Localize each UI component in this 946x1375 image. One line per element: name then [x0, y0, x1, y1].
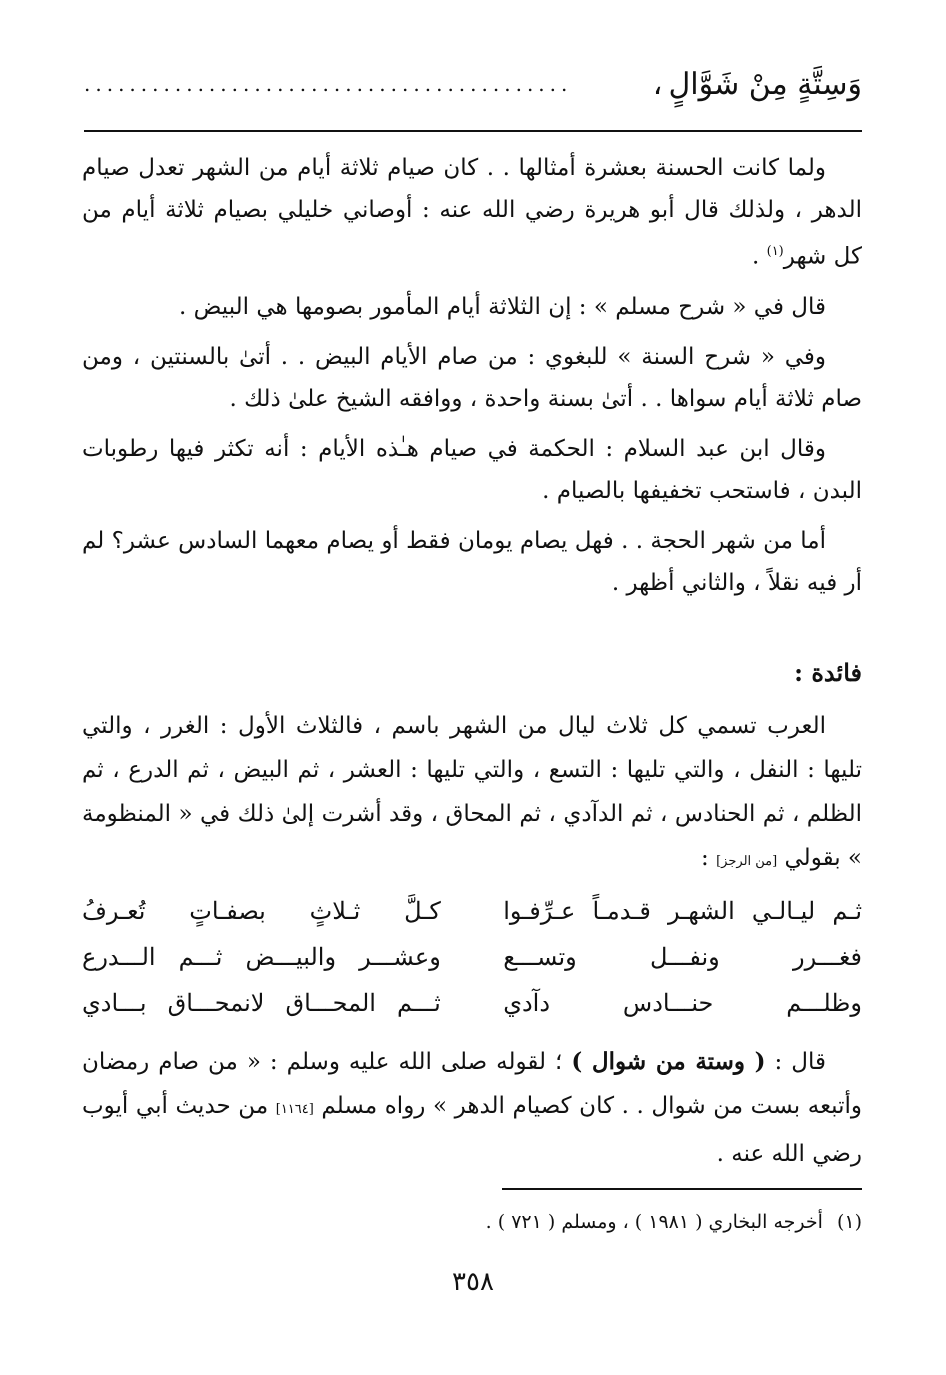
paragraph: أما من شهر الحجة . . فهل يصام يومان فقط أو يصام معهما السادس عشر؟ لم أر فيه نقلاً ، والثاني أظهر . — [82, 527, 862, 596]
verse-second-hemistich: كـلَّ ثـلاثٍ بصفـاتٍ تُعـرفُ — [82, 897, 441, 925]
paragraph: وقال ابن عبد السلام : الحكمة في صيام هـٰذه الأيام : أنه تكثر فيها رطوبات البدن ، فاستحب تخفيفها بالصيام . — [82, 435, 862, 504]
header-rule — [84, 130, 862, 132]
footnote-text: أخرجه البخاري ( ١٩٨١ ) ، ومسلم ( ٧٢١ ) . — [485, 1211, 823, 1233]
paragraph: العرب تسمي كل ثلاث ليال من الشهر باسم ، فالثلاث الأول : الغرر ، والتي تليها : النفل ، والتي تليها : التسع ، والتي تليها : العشر ، ثم البيض ، ثم الدرع ، ثم الظلم ، ثم الحنادس ، ثم الدآدي ، ثم المحاق ، وقد أشرت إلىٰ ذلك في « المنظومة » بقولي [من الرجز] : — [82, 713, 862, 871]
poem-verse — [82, 888, 862, 934]
meter-note: [من الرجز] — [716, 854, 778, 869]
verse-second-hemistich: وعشـــر والبيـــض ثـــم الـــدرع — [82, 943, 441, 971]
verse-second-hemistich: ثـــم المحـــاق لانمحـــاق بـــادي — [82, 989, 441, 1017]
paragraph: وفي « شرح السنة » للبغوي : من صام الأيام البيض . . أتىٰ بالسنتين ، ومن صام ثلاثة أيام سواها . . أتىٰ بسنة واحدة ، ووافقه الشيخ علىٰ ذلك . — [82, 343, 862, 412]
footnote-rule — [502, 1188, 862, 1190]
main-text — [82, 147, 862, 612]
poem-verse — [82, 980, 862, 1026]
quoted-matn: ( وستة من شوال ) — [571, 1048, 766, 1075]
header-dot-leader: ........................................... — [84, 72, 573, 96]
running-header — [84, 58, 862, 110]
paragraph: قال في « شرح مسلم » : إن الثلاثة أيام المأمور بصومها هي البيض . — [178, 293, 826, 320]
header-title: وَسِتَّةٍ مِنْ شَوَّالٍ — [668, 66, 862, 102]
footnote-number: (١) — [836, 1211, 862, 1233]
hadith-number: [١١٦٤] — [275, 1102, 314, 1117]
footnote-ref: (١) — [766, 244, 784, 259]
faida-heading: فائدة : — [794, 658, 862, 687]
header-separator: ، — [652, 66, 663, 102]
poem — [82, 888, 862, 1026]
page-number: ٣٥٨ — [452, 1267, 494, 1297]
paragraph: قال : ( وستة من شوال ) ؛ لقوله صلى الله عليه وسلم : « من صام رمضان وأتبعه بست من شوال . . كان كصيام الدهر » رواه مسلم [١١٦٤] من حديث أبي أيوب رضي الله عنه . — [82, 1048, 862, 1167]
verse-first-hemistich: فغـــرر ونفـــل وتســـع — [503, 943, 862, 971]
faida-text — [82, 704, 862, 884]
closing-text — [82, 1040, 862, 1176]
footnote — [84, 1205, 862, 1239]
paragraph: ولما كانت الحسنة بعشرة أمثالها . . كان صيام ثلاثة أيام من الشهر تعدل صيام الدهر ، ولذلك قال أبو هريرة رضي الله عنه : أوصاني خليلي بصيام ثلاثة أيام من كل شهر$^{(١)}$ . — [82, 155, 862, 270]
verse-first-hemistich: وظلـــم حنـــادس دآدي — [503, 989, 862, 1017]
poem-verse — [82, 934, 862, 980]
verse-first-hemistich: ثـم ليـالـي الشهـر قـدمـاً عـرِّفـوا — [503, 897, 862, 925]
